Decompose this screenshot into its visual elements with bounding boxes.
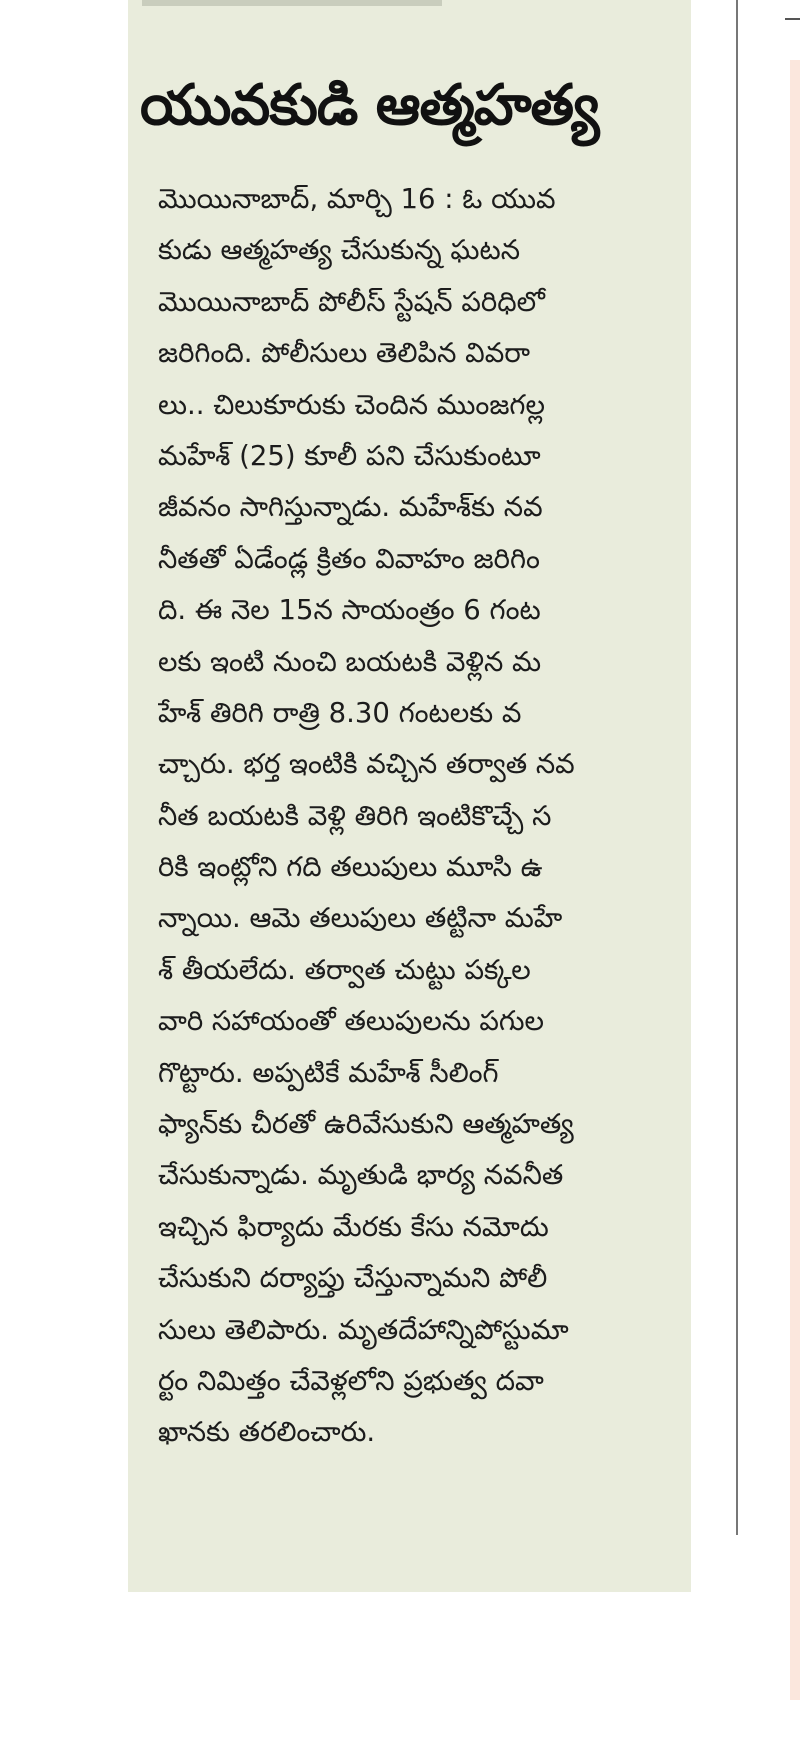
article-headline: యువకుడి ఆత్మహత్య — [140, 73, 599, 138]
article-line: నీతతో ఏడేండ్ల క్రితం వివాహం జరిగిం — [158, 542, 540, 575]
adjacent-article-edge — [790, 60, 800, 1700]
article-line: జరిగింది. పోలీసులు తెలిపిన వివరా — [158, 337, 531, 370]
article-line: హేశ్ తిరిగి రాత్రి 8.30 గంటలకు వ — [158, 696, 522, 729]
article-line: మొయినాబాద్, మార్చి 16 : ఓ యువ — [158, 183, 556, 215]
corner-mark — [785, 18, 800, 20]
article-line: మహేశ్ (25) కూలీ పని చేసుకుంటూ — [158, 439, 541, 472]
article-line: లు.. చిలుకూరుకు చెందిన ముంజగల్ల — [158, 388, 545, 421]
article-line: గొట్టారు. అప్పటికే మహేశ్ సీలింగ్ — [158, 1056, 499, 1089]
article-line: శ్ తీయలేదు. తర్వాత చుట్టు పక్కల — [158, 953, 531, 986]
article-line: రికి ఇంట్లోని గది తలుపులు మూసి ఉ — [158, 851, 543, 884]
article-line: చేసుకుని దర్యాప్తు చేస్తున్నామని పోలీ — [158, 1262, 548, 1295]
article-line: చ్చారు. భర్త ఇంటికి వచ్చిన తర్వాత నవ — [158, 748, 575, 781]
article-line: ఖానకు తరలించారు. — [158, 1416, 376, 1449]
article-line: లకు ఇంటి నుంచి బయటకి వెళ్లిన మ — [158, 645, 542, 678]
article-line: చేసుకున్నాడు. మృతుడి భార్య నవనీత — [158, 1159, 564, 1192]
article-line: ర్టం నిమిత్తం చేవెళ్లలోని ప్రభుత్వ దవా — [158, 1364, 544, 1397]
article-body — [158, 174, 680, 1459]
news-article — [128, 0, 691, 1592]
article-line: ఫ్యాన్‌కు చీరతో ఉరివేసుకుని ఆత్మహత్య — [158, 1108, 574, 1141]
article-line: సులు తెలిపారు. మృతదేహాన్నిపోస్టుమా — [158, 1313, 569, 1346]
article-line: మొయినాబాద్ పోలీస్ స్టేషన్ పరిధిలో — [158, 285, 545, 318]
article-line: నీత బయటకి వెళ్లి తిరిగి ఇంటికొచ్చే స — [158, 799, 552, 832]
column-divider — [736, 0, 738, 1535]
previous-article-edge — [142, 0, 442, 6]
article-line: కుడు ఆత్మహత్య చేసుకున్న ఘటన — [158, 234, 520, 267]
article-line: ది. ఈ నెల 15న సాయంత్రం 6 గంట — [158, 594, 541, 627]
article-line: న్నాయి. ఆమె తలుపులు తట్టినా మహే — [158, 902, 563, 935]
article-line: ఇచ్చిన ఫిర్యాదు మేరకు కేసు నమోదు — [158, 1210, 549, 1243]
article-line: వారి సహాయంతో తలుపులను పగుల — [158, 1005, 544, 1038]
article-line: జీవనం సాగిస్తున్నాడు. మహేశ్‌కు నవ — [158, 491, 543, 524]
